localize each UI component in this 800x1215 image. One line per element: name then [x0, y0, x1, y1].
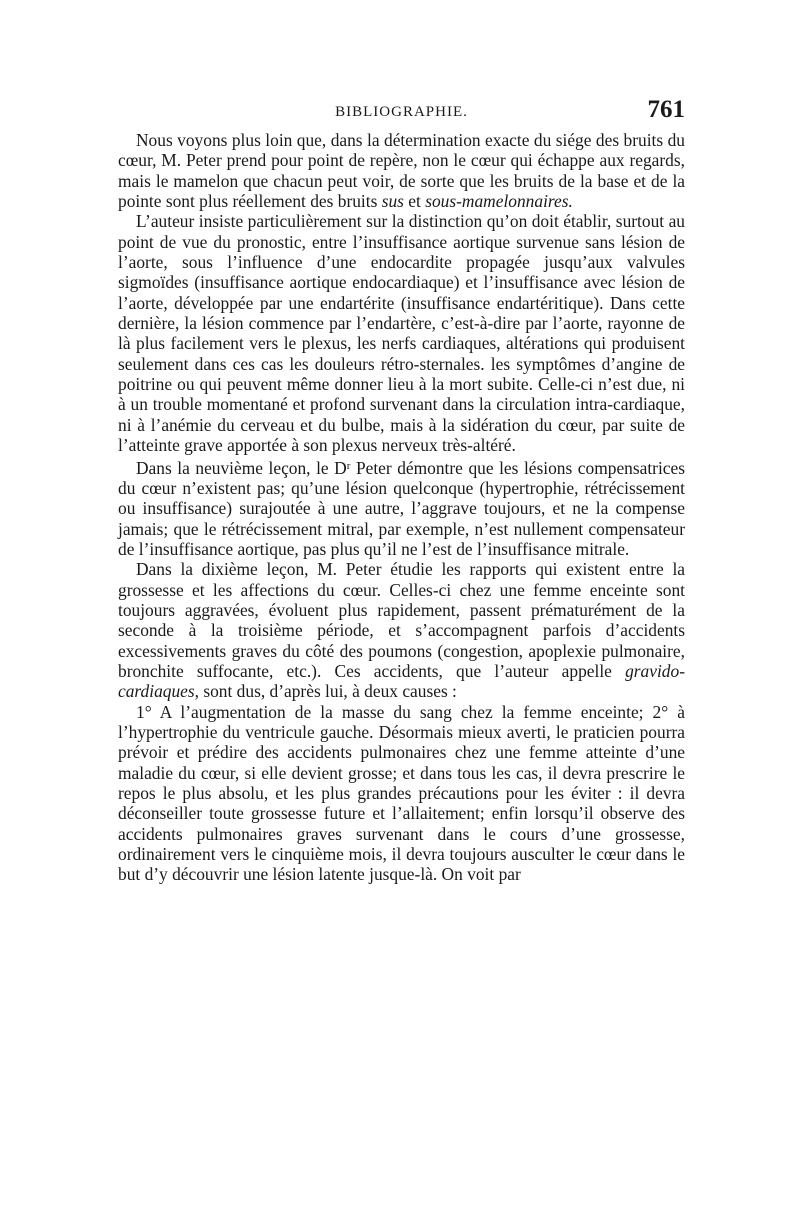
paragraph-4	[118, 559, 685, 701]
paragraph-4-text-start: Dans la dixième leçon, M. Peter étudie les rapports qui existent entre la grossesse et les affections du cœur. Celles-ci chez une femme enceinte sont toujours aggravées, évoluent plus rapidement, passent prématurément de la seconde à la troisième période, et s’accompagnent parfois d’accidents excessivements graves du côté des poumons (congestion, apoplexie pulmonaire, bronchite suffocante, etc.). Ces accidents, que l’auteur appelle	[118, 559, 685, 681]
body-text	[118, 130, 685, 885]
page-number: 761	[647, 96, 685, 123]
doctor-superscript: r	[346, 459, 351, 472]
paragraph-3	[118, 456, 685, 560]
paragraph-3-text-start: Dans la neuvième leçon, le D	[136, 457, 347, 478]
paragraph-4-text-end: , sont dus, d’après lui, à deux causes :	[194, 681, 457, 702]
paragraph-1	[118, 130, 685, 211]
paragraph-3-text-end: Peter démontre que les lésions compensatrices du cœur n’existent pas; qu’une lésion quelconque (hypertrophie, rétrécissement ou insuffisance) surajoutée à une autre, l’aggrave toujours, et ne la compense jamais; que le rétrécissement mitral, par exemple, n’est nullement compensateur de l’insuffisance aortique, pas plus qu’il ne l’est de l’insuffisance mitrale.	[118, 457, 685, 559]
paragraph-1-text: Nous voyons plus loin que, dans la détermination exacte du siége des bruits du cœur, M. Peter prend pour point de repère, non le cœur qui échappe aux regards, mais le mamelon que chacun peut voir, de sorte que les bruits de la base et de la pointe sont plus réellement des bruits	[118, 130, 685, 212]
page-header	[118, 96, 685, 130]
paragraph-1-conjunction: et	[403, 191, 426, 212]
italic-term-gravido-cardiaques: gravido-cardiaques	[118, 660, 685, 702]
running-head: BIBLIOGRAPHIE.	[335, 104, 468, 120]
italic-term-sus: sus	[381, 191, 404, 212]
paragraph-5: 1° A l’augmentation de la masse du sang chez la femme enceinte; 2° à l’hypertrophie du ventricule gauche. Désormais mieux averti, le praticien pourra prévoir et prédire des accidents pulmonaires chez une femme atteinte d’une maladie du cœur, si elle devient grosse; et dans tous les cas, il devra prescrire le repos le plus absolu, et les plus grandes précautions pour les éviter : il devra déconseiller toute grossesse future et l’allaitement; enfin lorsqu’il observe des accidents pulmonaires graves survenant dans le cours d’une grossesse, ordinairement vers le cinquième mois, il devra toujours ausculter le cœur dans le but d’y découvrir une lésion latente jusque-là. On voit par	[118, 701, 685, 885]
paragraph-2: L’auteur insiste particulièrement sur la distinction qu’on doit établir, surtout au point de vue du pronostic, entre l’insuffisance aortique survenue sans lésion de l’aorte, sous l’influence d’une endocardite propagée jusqu’aux valvules sigmoïdes (insuffisance aortique endocardiaque) et l’insuffisance avec lésion de l’aorte, développée par une endartérite (insuffisance endartéritique). Dans cette dernière, la lésion commence par l’endartère, c’est-à-dire par l’aorte, rayonne de là plus facilement vers le plexus, les nerfs cardiaques, altérations qui produisent seulement dans ces cas les douleurs rétro-sternales. les symptômes d’angine de poitrine ou qui peuvent même donner lieu à la mort subite. Celle-ci n’est due, ni à un trouble momentané et profond survenant dans la circulation intra-cardiaque, ni à l’anémie du cerveau et du bulbe, mais à la sidération du cœur, par suite de l’atteinte grave apportée à son plexus nerveux très-altéré.	[118, 211, 685, 456]
italic-term-sous-mamelonnaires: sous-mamelonnaires.	[425, 191, 573, 212]
